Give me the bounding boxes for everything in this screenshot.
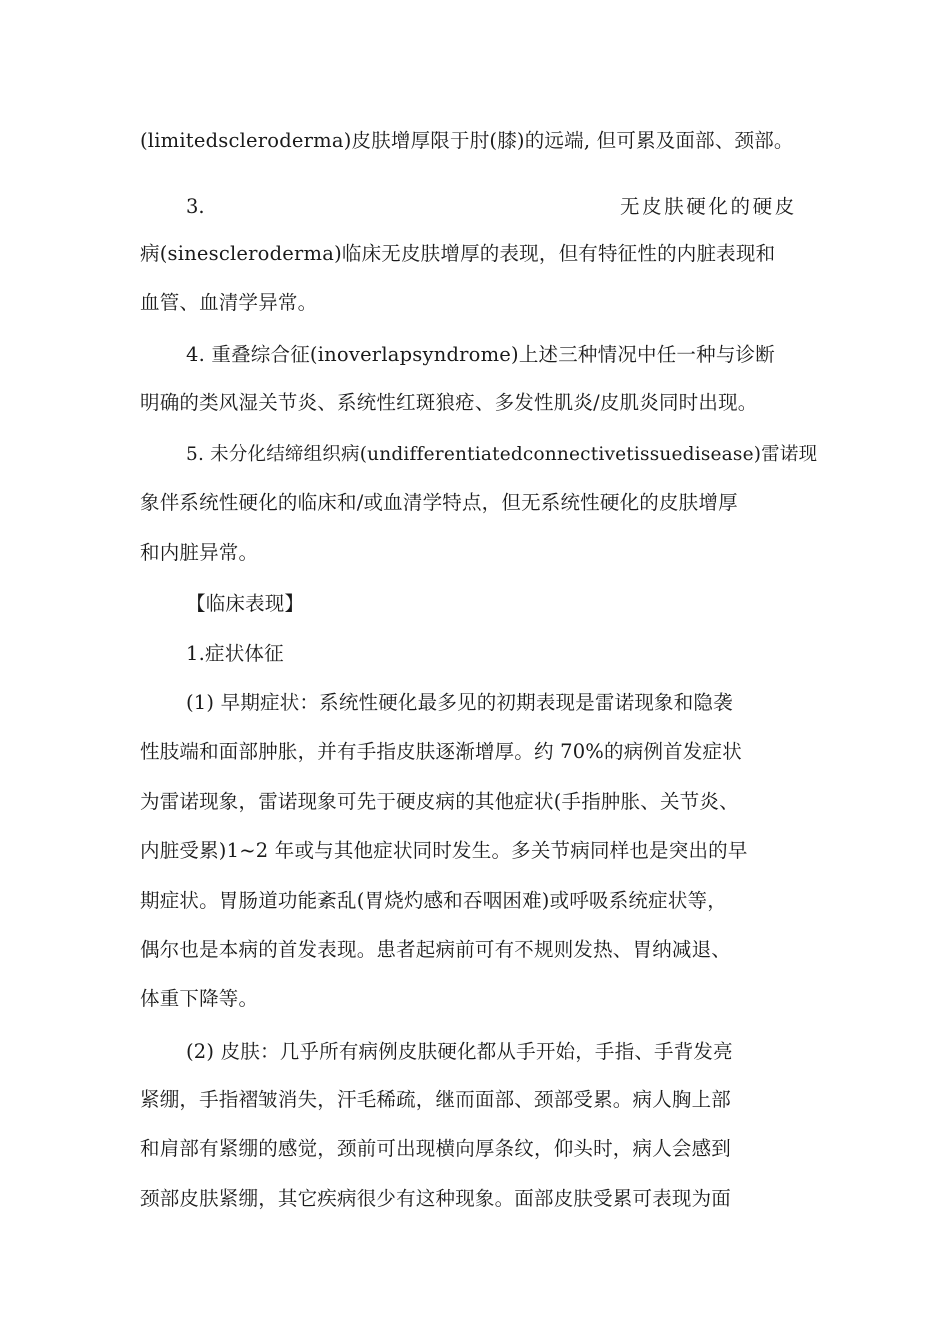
text-line: 和内脏异常。 — [140, 541, 259, 564]
text-line: (2) 皮肤：几乎所有病例皮肤硬化都从手开始，手指、手背发亮 — [186, 1040, 733, 1063]
text-line: 和肩部有紧绷的感觉，颈前可出现横向厚条纹，仰头时，病人会感到 — [140, 1137, 732, 1160]
section-heading: 【临床表现】 — [186, 592, 305, 615]
text-line: 为雷诺现象，雷诺现象可先于硬皮病的其他症状(手指肿胀、关节炎、 — [140, 790, 739, 813]
text-line: 期症状。胃肠道功能紊乱(胃烧灼感和吞咽困难)或呼吸系统症状等， — [140, 889, 727, 912]
text-line: 病(sinescleroderma)临床无皮肤增厚的表现，但有特征性的内脏表现和 — [140, 242, 776, 265]
text-line: 5. 未分化结缔组织病(undifferentiatedconnectivetissuedisease)雷诺现 — [186, 444, 818, 465]
text-line: 颈部皮肤紧绷，其它疾病很少有这种现象。面部皮肤受累可表现为面 — [140, 1187, 732, 1210]
text-line: 明确的类风湿关节炎、系统性红斑狼疮、多发性肌炎/皮肌炎同时出现。 — [140, 391, 758, 414]
text-line: (1) 早期症状：系统性硬化最多见的初期表现是雷诺现象和隐袭 — [186, 691, 733, 714]
list-number: 3. — [186, 195, 205, 218]
text-line: 无皮肤硬化的硬皮 — [620, 195, 797, 218]
text-line: 象伴系统性硬化的临床和/或血清学特点，但无系统性硬化的皮肤增厚 — [140, 491, 738, 514]
subsection-heading: 1.症状体征 — [186, 642, 284, 665]
text-line: 血管、血清学异常。 — [140, 291, 318, 314]
text-line: 紧绷，手指褶皱消失，汗毛稀疏，继而面部、颈部受累。病人胸上部 — [140, 1088, 732, 1111]
text-line: 偶尔也是本病的首发表现。患者起病前可有不规则发热、胃纳减退、 — [140, 938, 732, 961]
text-line: 4. 重叠综合征(inoverlapsyndrome)上述三种情况中任一种与诊断 — [186, 343, 775, 366]
text-line: 内脏受累)1~2 年或与其他症状同时发生。多关节病同样也是突出的早 — [140, 839, 748, 862]
text-line: 性肢端和面部肿胀，并有手指皮肤逐渐增厚。约 70%的病例首发症状 — [140, 740, 742, 763]
text-line: 体重下降等。 — [140, 987, 259, 1010]
text-line: (limitedscleroderma)皮肤增厚限于肘(膝)的远端, 但可累及面部、颈部。 — [140, 129, 794, 152]
